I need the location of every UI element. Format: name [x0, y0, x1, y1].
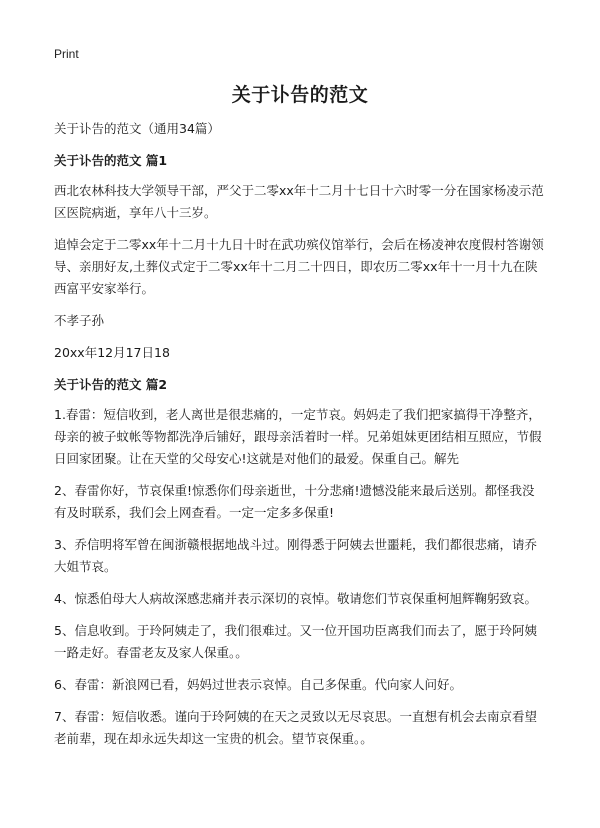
section-1 — [54, 150, 546, 364]
paragraph: 6、春雷：新浪网已看，妈妈过世表示哀悼。自己多保重。代向家人问好。 — [54, 677, 462, 692]
signature-line: 不孝子孙 — [54, 313, 105, 328]
print-label: Print — [54, 47, 79, 61]
document-body — [54, 118, 546, 760]
section-heading: 关于讣告的范文 篇1 — [54, 153, 168, 168]
paragraph: 4、惊悉伯母大人病故深感悲痛并表示深切的哀悼。敬请您们节哀保重柯旭辉鞠躬致哀。 — [54, 591, 537, 606]
section-heading: 关于讣告的范文 篇2 — [54, 377, 168, 392]
paragraph: 1.春雷：短信收到，老人离世是很悲痛的，一定节哀。妈妈走了我们把家搞得干净整齐，母亲的被子蚊帐等物都洗净后铺好，跟母亲活着时一样。兄弟姐妹更团结相互照应，节假日回家团聚。让在天堂的父母安心!这就是对他们的最爱。保重自己。解先 — [54, 407, 542, 466]
document-subtitle: 关于讣告的范文（通用34篇） — [54, 121, 220, 136]
section-2 — [54, 374, 546, 750]
paragraph: 3、乔信明将军曾在闽浙赣根据地战斗过。刚得悉于阿姨去世噩耗，我们都很悲痛，请乔大姐节哀。 — [54, 537, 537, 574]
paragraph: 追悼会定于二零xx年十二月十九日十时在武功殡仪馆举行，会后在杨凌神农度假村答谢领导、亲朋好友,土葬仪式定于二零xx年十二月二十四日，即农历二零xx年十一月十九在陕西富平安家举行。 — [54, 237, 544, 296]
paragraph: 7、春雷：短信收悉。谨向于玲阿姨的在天之灵致以无尽哀思。一直想有机会去南京看望老前辈，现在却永远失却这一宝贵的机会。望节哀保重。。 — [54, 709, 537, 746]
paragraph: 2、春雷你好，节哀保重!惊悉你们母亲逝世，十分悲痛!遗憾没能来最后送别。都怪我没有及时联系，我们会上网查看。一定一定多多保重! — [54, 483, 535, 520]
paragraph: 西北农林科技大学领导干部，严父于二零xx年十二月十七日十六时零一分在国家杨凌示范区医院病逝，享年八十三岁。 — [54, 183, 544, 220]
page-title: 关于讣告的范文 — [231, 84, 369, 106]
date-line: 20xx年12月17日18 — [54, 345, 170, 360]
paragraph: 5、信息收到。于玲阿姨走了，我们很难过。又一位开国功臣离我们而去了，愿于玲阿姨一路走好。春雷老友及家人保重。。 — [54, 623, 537, 660]
